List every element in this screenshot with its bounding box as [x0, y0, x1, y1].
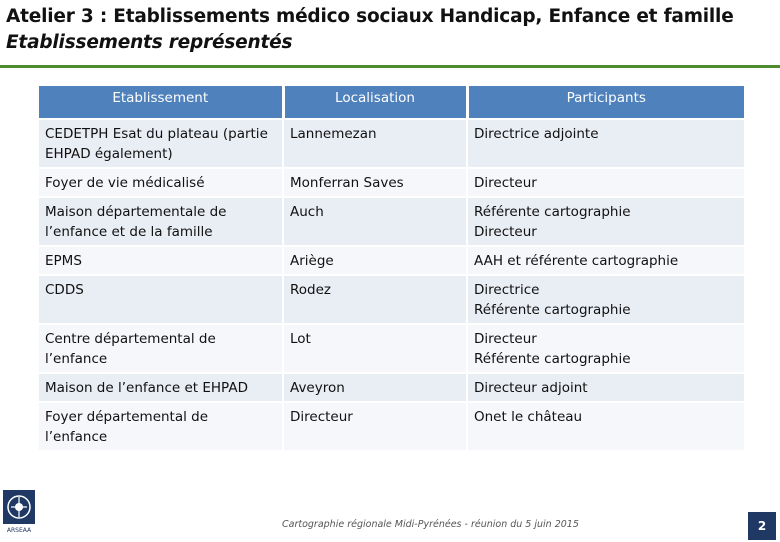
- cell-participants: AAH et référente cartographie: [467, 246, 744, 275]
- cell-etablissement: Foyer de vie médicalisé: [39, 168, 283, 197]
- cell-participants: Directeur adjoint: [467, 373, 744, 402]
- cell-localisation: Ariège: [283, 246, 467, 275]
- table-row: [39, 275, 744, 324]
- cell-localisation: Auch: [283, 197, 467, 246]
- cell-participants: Onet le château: [467, 402, 744, 450]
- footer-caption: Cartographie régionale Midi-Pyrénées - réunion du 5 juin 2015: [282, 519, 579, 530]
- cell-localisation: Rodez: [283, 275, 467, 324]
- table-header-row: [39, 86, 744, 119]
- header-etablissement: Etablissement: [39, 86, 283, 119]
- establishments-table: [39, 86, 744, 450]
- table-row: [39, 402, 744, 450]
- cell-etablissement: Foyer départemental de l’enfance: [39, 402, 283, 450]
- cell-localisation: Lannemezan: [283, 119, 467, 168]
- table-row: [39, 197, 744, 246]
- table-row: [39, 246, 744, 275]
- table-row: [39, 119, 744, 168]
- cell-localisation: Directeur: [283, 402, 467, 450]
- title-subtitle: Etablissements représentés: [6, 32, 293, 53]
- logo-text: ARSEAA: [6, 527, 32, 534]
- cell-participants: Directeur: [467, 168, 744, 197]
- page-number: 2: [748, 512, 776, 540]
- table-row: [39, 324, 744, 373]
- cell-etablissement: Centre départemental de l’enfance: [39, 324, 283, 373]
- cell-etablissement: CDDS: [39, 275, 283, 324]
- cell-etablissement: CEDETPH Esat du plateau (partie EHPAD également): [39, 119, 283, 168]
- header-localisation: Localisation: [283, 86, 467, 119]
- title-divider: [0, 65, 780, 68]
- table-row: [39, 373, 744, 402]
- table-row: [39, 168, 744, 197]
- cell-participants: Directeur Référente cartographie: [467, 324, 744, 373]
- title-main: Atelier 3 : Etablissements médico sociaux Handicap, Enfance et famille: [6, 6, 734, 27]
- cell-participants: Directrice adjointe: [467, 119, 744, 168]
- cell-participants: Directrice Référente cartographie: [467, 275, 744, 324]
- cell-localisation: Aveyron: [283, 373, 467, 402]
- cell-localisation: Monferran Saves: [283, 168, 467, 197]
- cell-participants: Référente cartographie Directeur: [467, 197, 744, 246]
- cell-etablissement: Maison départementale de l’enfance et de la famille: [39, 197, 283, 246]
- cell-etablissement: EPMS: [39, 246, 283, 275]
- cell-etablissement: Maison de l’enfance et EHPAD: [39, 373, 283, 402]
- organisation-logo-icon: [2, 490, 36, 538]
- cell-localisation: Lot: [283, 324, 467, 373]
- slide-title: [6, 4, 774, 56]
- header-participants: Participants: [467, 86, 744, 119]
